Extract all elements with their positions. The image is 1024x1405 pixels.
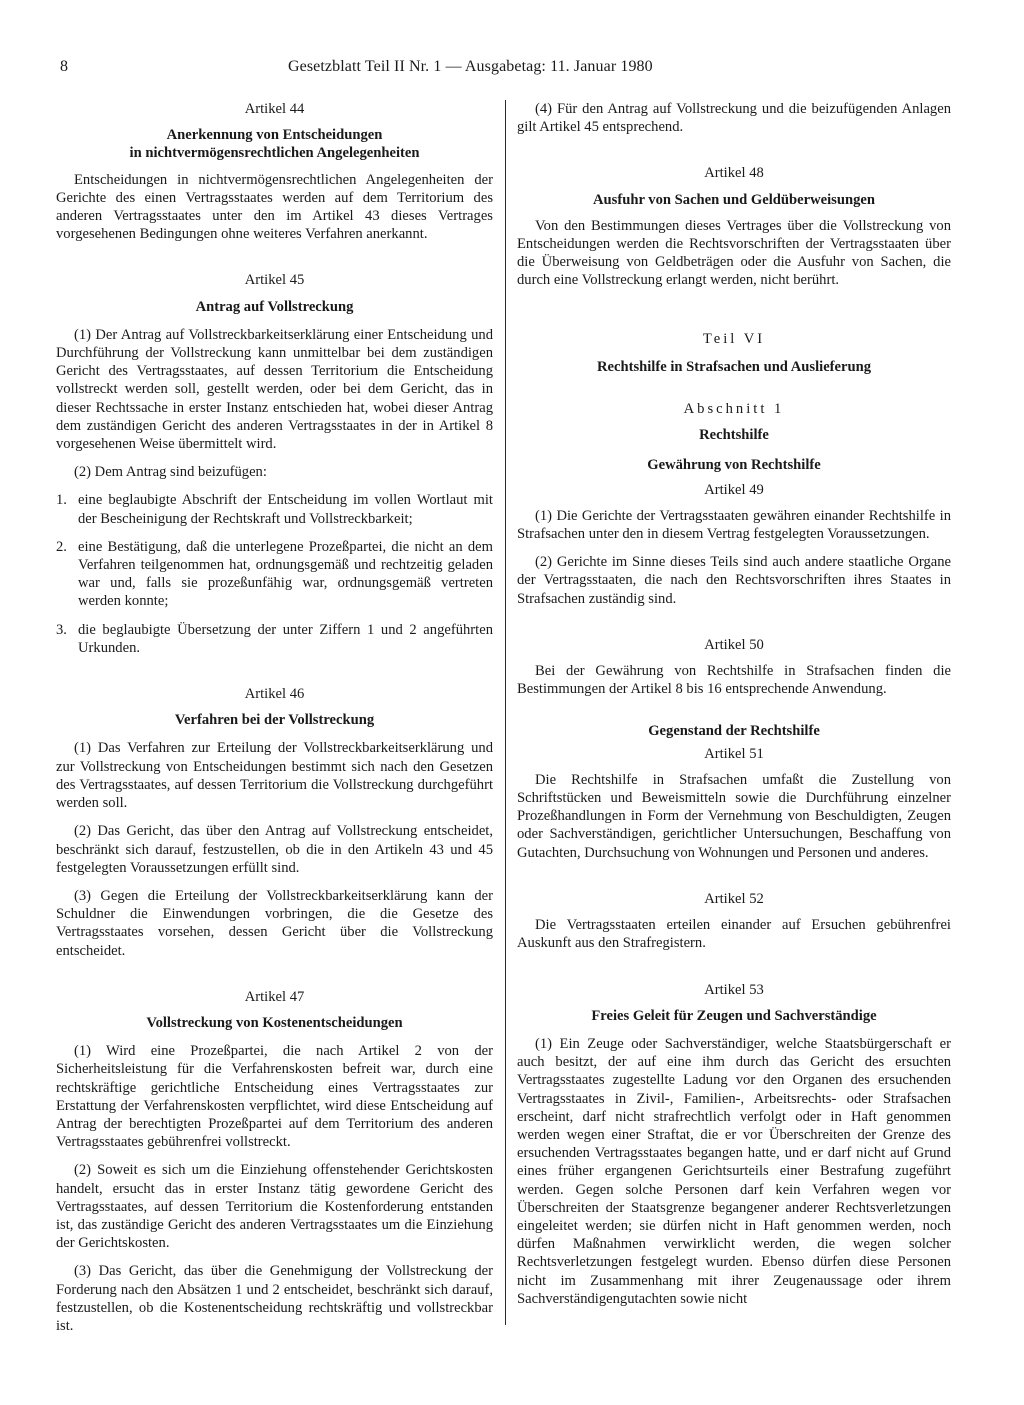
article-47-title: Vollstreckung von Kostenentscheidungen xyxy=(146,1014,403,1031)
right-column xyxy=(517,100,951,1308)
running-head: Gesetzblatt Teil II Nr. 1 — Ausgabetag: 11. Januar 1980 xyxy=(288,58,653,75)
article-47-paragraph-3: (3) Das Gericht, das über die Genehmigung der Vollstreckung der Forderung nach den Absätzen 1 und 2 entscheidet, beschränkt sich darauf, festzustellen, ob die Kostenentscheidung rechtskräftig und vollstreckbar ist. xyxy=(56,1263,493,1334)
article-47-paragraph-2: (2) Soweit es sich um die Einziehung offenstehender Gerichtskosten handelt, ersucht das in erster Instanz tätig gewordene Gericht des Vertragsstaates, auf dessen Territorium die Kostenforderung entstanden ist, das zuständige Gericht des anderen Vertragsstaates um die Einziehung der Gerichtskosten. xyxy=(56,1162,493,1252)
article-45-title: Antrag auf Vollstreckung xyxy=(195,298,354,315)
article-49-paragraph-1: (1) Die Gerichte der Vertragsstaaten gewähren einander Rechtshilfe in Strafsachen unter den in diesem Vertrag festgelegten Voraussetzungen. xyxy=(517,507,951,543)
article-52-number: Artikel 52 xyxy=(704,890,764,907)
list-item-number: 3. xyxy=(56,621,67,638)
list-item-text: eine Bestätigung, daß die unterlegene Prozeßpartei, die nicht an dem Verfahren teilgenommen hat, ordnungsgemäß und rechtzeitig geladen war und, falls sie prozeßunfähig war, ordnungsgemäß vertreten werden konnte; xyxy=(78,538,493,610)
article-53-title: Freies Geleit für Zeugen und Sachverständige xyxy=(591,1007,877,1024)
list-item-number: 2. xyxy=(56,538,67,555)
article-44-title-line-1: Anerkennung von Entscheidungen xyxy=(166,127,383,144)
article-47-paragraph-1: (1) Wird eine Prozeßpartei, die nach Artikel 2 von der Sicherheitsleistung für die Verfahrenskosten befreit war, durch eine rechtskräftige gerichtliche Entscheidung eines Vertragsstaates zur Erstattung der Verfahrenskosten verpflichtet, wird diese Entscheidung auf Antrag der berechtigten Prozeßpartei auf dem Territorium des anderen Vertragsstaates gebührenfrei vollstreckt. xyxy=(56,1043,493,1151)
article-52-text: Die Vertragsstaaten erteilen einander auf Ersuchen gebührenfrei Auskunft aus den Strafregistern. xyxy=(517,917,951,952)
article-45-paragraph-1: (1) Der Antrag auf Vollstreckbarkeitserklärung einer Entscheidung und Durchführung der Vollstreckung kann unmittelbar bei dem zuständigen Gericht des Vertragsstaates, auf dessen Territorium die Entscheidung vollstreckt werden soll, gestellt werden, oder bei dem Gericht, das in dieser Rechtssache in erster Instanz entschieden hat, wobei dieser Antrag dem zuständigen Gericht des anderen Vertragsstaates in der in Artikel 8 vorgesehenen Weise übermittelt wird. xyxy=(56,326,493,453)
article-48-text: Von den Bestimmungen dieses Vertrages über die Vollstreckung von Entscheidungen werden die Rechtsvorschriften der Vertragsstaaten über die Überweisung von Geldbeträgen oder die Ausfuhr von Sachen, die durch eine Vollstreckung erlangt werden, nicht berührt. xyxy=(517,217,951,289)
abschnitt-1-label: Abschnitt 1 xyxy=(683,401,785,418)
article-49-paragraph-2: (2) Gerichte im Sinne dieses Teils sind auch andere staatliche Organe der Vertragsstaaten, die nach den Rechtsvorschriften ihres Staates in Strafsachen zuständig sind. xyxy=(517,554,951,607)
article-50-number: Artikel 50 xyxy=(704,636,764,653)
article-47-number: Artikel 47 xyxy=(244,988,305,1005)
article-46-paragraph-2: (2) Das Gericht, das über den Antrag auf Vollstreckung entscheidet, beschränkt sich darauf, festzustellen, ob die in den Artikeln 43 und 45 festgelegten Voraussetzungen erfüllt sind. xyxy=(56,823,493,876)
article-51-title: Gegenstand der Rechtshilfe xyxy=(648,723,820,740)
article-44-text: Entscheidungen in nichtvermögensrechtlichen Angelegenheiten der Gerichte des einen Vertragsstaates werden auf dem Territorium des anderen Vertragsstaates unter den im Artikel 43 dieses Vertrages vorgesehenen Bedingungen ohne weiteres Verfahren anerkannt. xyxy=(56,171,493,243)
article-46-title: Verfahren bei der Vollstreckung xyxy=(174,712,375,729)
article-46-paragraph-3: (3) Gegen die Erteilung der Vollstreckbarkeitserklärung kann der Schuldner die Einwendungen vorbringen, die die Gesetze des Vertragsstaates vorsehen, dessen Gericht über die Vollstreckung entscheidet. xyxy=(56,887,493,959)
article-44-title-line-2: in nichtvermögensrechtlichen Angelegenheiten xyxy=(129,145,420,162)
page-header xyxy=(60,58,960,82)
article-45-paragraph-2: (2) Dem Antrag sind beizufügen: xyxy=(74,464,267,481)
article-48-number: Artikel 48 xyxy=(704,165,764,182)
column-divider xyxy=(505,100,506,1325)
article-47-paragraph-4: (4) Für den Antrag auf Vollstreckung und die beizufügenden Anlagen gilt Artikel 45 entsprechend. xyxy=(517,101,951,136)
list-item-text: eine beglaubigte Abschrift der Entscheidung im vollen Wortlaut mit der Bescheinigung der Rechtskraft und Vollstreckbarkeit; xyxy=(78,492,493,527)
abschnitt-1-title: Rechtshilfe xyxy=(699,427,769,444)
article-44-number: Artikel 44 xyxy=(244,101,305,117)
article-46-paragraph-1: (1) Das Verfahren zur Erteilung der Vollstreckbarkeitserklärung und zur Vollstreckung von Entscheidungen bestimmt sich nach den Gesetzen des Vertragsstaates, auf dessen Territorium die Vollstreckung durchgeführt werden soll. xyxy=(56,740,493,812)
article-53-number: Artikel 53 xyxy=(704,981,764,998)
article-48-title: Ausfuhr von Sachen und Geldüberweisungen xyxy=(593,191,875,208)
article-51-text: Die Rechtshilfe in Strafsachen umfaßt die Zustellung von Schriftstücken und Beweismitteln sowie die Durchführung einzelner Prozeßhandlungen in Form der Vernehmung von Beschuldigten, Zeugen oder Sachverständigen, gerichtlicher Untersuchungen, Beschaffung von Gutachten, Durchsuchung von Wohnungen und Personen und anderes. xyxy=(517,771,951,861)
list-item xyxy=(56,491,493,527)
list-item xyxy=(56,538,493,611)
article-51-number: Artikel 51 xyxy=(704,745,764,762)
article-49-number: Artikel 49 xyxy=(704,481,764,498)
part-6-label: Teil VI xyxy=(702,330,766,347)
list-item-text: die beglaubigte Übersetzung der unter Ziffern 1 und 2 angeführten Urkunden. xyxy=(78,621,493,656)
left-column xyxy=(56,100,493,1335)
article-50-text: Bei der Gewährung von Rechtshilfe in Strafsachen finden die Bestimmungen der Artikel 8 bis 16 entsprechende Anwendung. xyxy=(517,663,951,698)
article-46-number: Artikel 46 xyxy=(244,686,305,703)
article-45-number: Artikel 45 xyxy=(244,272,305,289)
part-6-title: Rechtshilfe in Strafsachen und Auslieferung xyxy=(596,358,872,375)
article-53-paragraph-1: (1) Ein Zeuge oder Sachverständiger, welche Staatsbürgerschaft er auch besitzt, der auf eine ihm durch das Gericht des ersuchten Vertragsstaates zugestellte Ladung vor den Organen des ersuchenden Vertragsstaates in Zivil-, Familien-, Arbeitsrechts- oder Strafsachen erscheint, darf nicht strafrechtlich verfolgt oder in Haft genommen werden wegen einer Straftat, die er vor Überschreiten der Grenze des ersuchenden Vertragsstaates begangen hatte, und er darf nicht auf Grund eines früher ergangenen Gerichtsurteils einer Bestrafung zugeführt werden. Gegen solche Personen darf kein Verfahren wegen vor Überschreiten der Staatsgrenze begangener anderer Rechtsverletzungen eingeleitet werden; sie dürfen nicht in Haft genommen werden, noch dürfen Maßnahmen verwirklicht werden, die wegen solcher Rechtsverletzungen festgelegt wurden. Ebenso dürfen diese Personen nicht im Zusammenhang mit ihrer Zeugenaussage oder ihrem Sachverständigengutachten sowie nicht xyxy=(517,1035,951,1307)
list-item-number: 1. xyxy=(56,492,67,509)
list-item xyxy=(56,621,493,657)
page-number: 8 xyxy=(60,58,68,75)
abschnitt-1-subtitle: Gewährung von Rechtshilfe xyxy=(647,457,821,474)
